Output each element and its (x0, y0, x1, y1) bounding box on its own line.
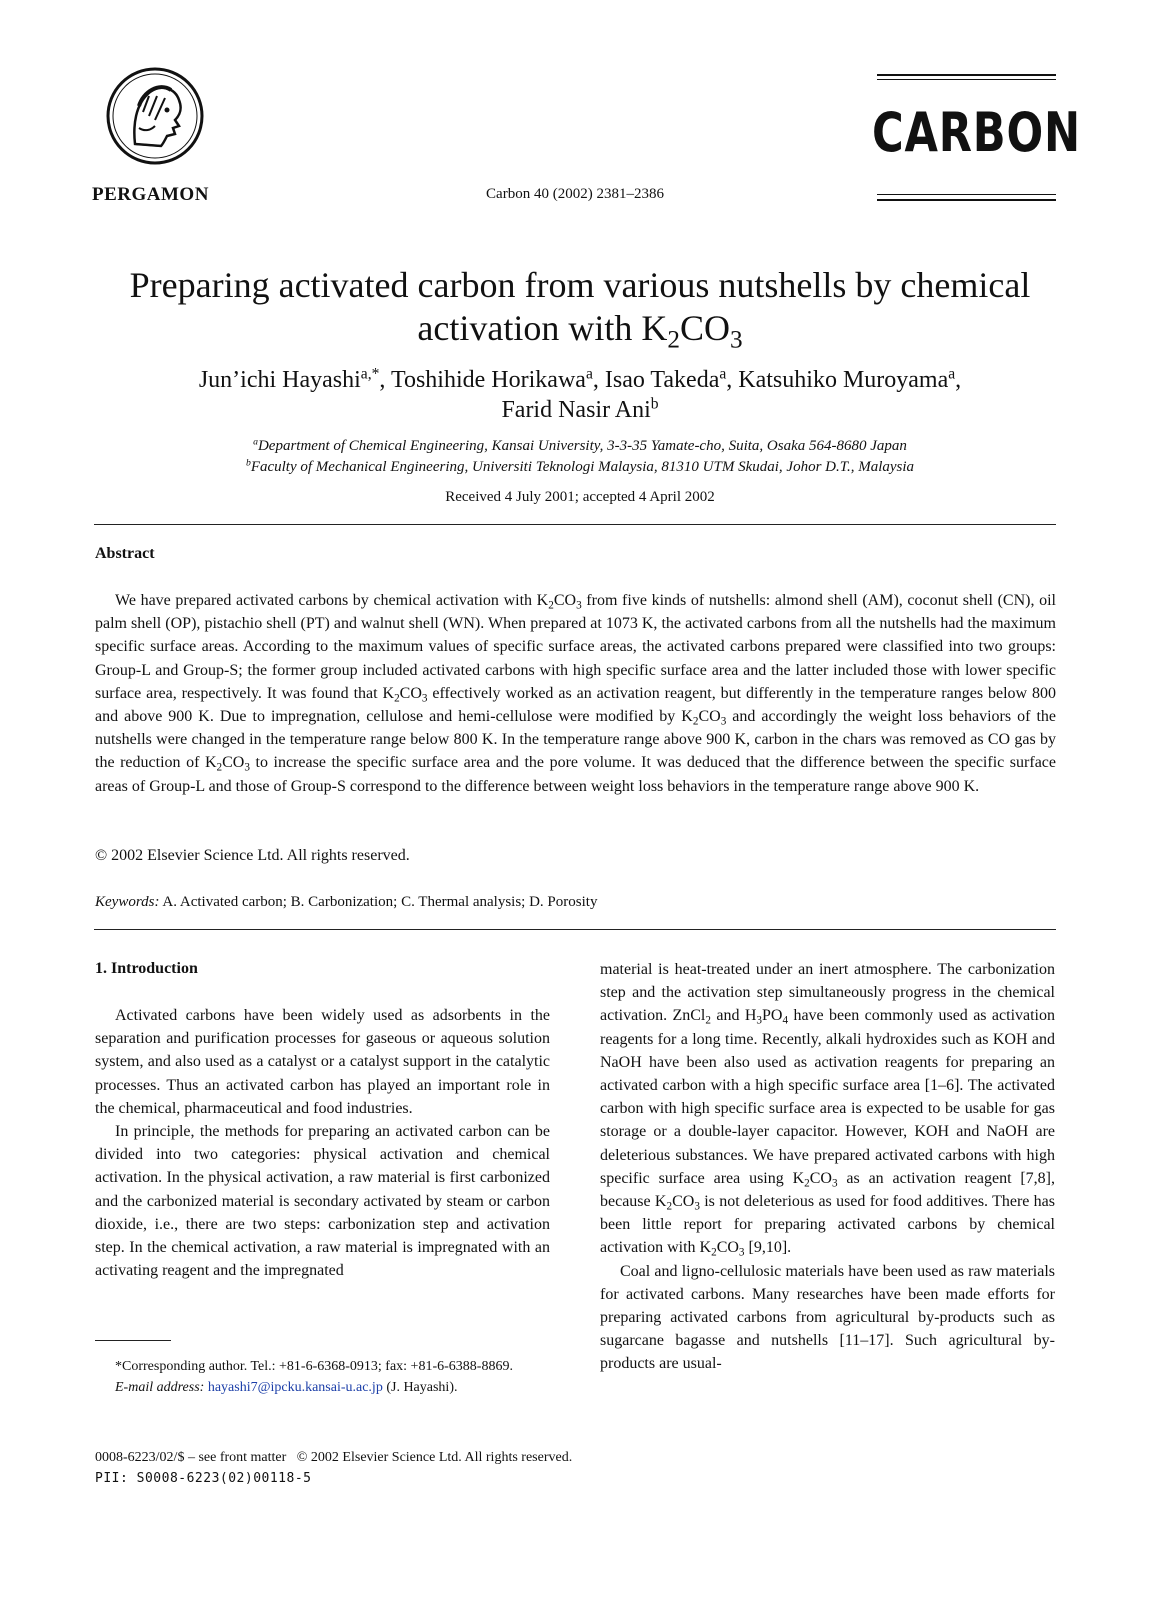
pii-line: PII: S0008-6223(02)00118-5 (95, 1471, 312, 1486)
journal-citation: Carbon 40 (2002) 2381–2386 (486, 186, 664, 202)
corresponding-author: *Corresponding author. Tel.: +81-6-6368-0913; fax: +81-6-6388-8869. (115, 1359, 513, 1374)
paragraph: Coal and ligno-cellulosic materials have been used as raw materials for activated carbons. Many researches have been made efforts for preparing activated carbons from agricultural by-products such as sugarcane bagasse and nutshells [11–17]. Such agricultural by-products are usual- (600, 1262, 1055, 1373)
affiliation-b: $^b$Faculty of Mechanical Engineering, Universiti Teknologi Malaysia, 81310 UTM Skudai, Johor D.T., Malaysia (245, 457, 915, 475)
received-dates: Received 4 July 2001; accepted 4 April 2002 (445, 489, 715, 505)
footnote-rule (95, 1340, 171, 1341)
divider (94, 929, 1056, 930)
divider (94, 524, 1056, 525)
pergamon-logo-icon (105, 66, 205, 166)
journal-name: CARBON (872, 101, 1082, 164)
journal-rule-top-thin (877, 79, 1056, 80)
author-name: Isao Takeda (604, 367, 720, 393)
email-label: E-mail address: (115, 1380, 205, 1395)
footnote: *Corresponding author. Tel.: +81-6-6368-0913; fax: +81-6-6388-8869. E-mail address: hayashi7@ipcku.kansai-u.ac.jp (J. Hayashi). (95, 1356, 550, 1398)
section-heading: 1. Introduction (95, 960, 198, 977)
paragraph: Activated carbons have been widely used as adsorbents in the separation and purification processes for gaseous or aqueous solution system, and also used as a catalyst or a catalyst support in the catalytic processes. Thus an activated carbon has played an important role in the chemical, pharmaceutical and food industries. (95, 1007, 550, 1117)
author-name: Jun’ichi Hayashi (198, 367, 361, 393)
body-column-left (95, 1004, 550, 1282)
keywords: Keywords: A. Activated carbon; B. Carbonization; C. Thermal analysis; D. Porosity (95, 894, 598, 910)
abstract-text: We have prepared activated carbons by chemical activation with $K_2CO_3$ from five kinds of nutshells: almond shell (AM), coconut shell (CN), oil palm shell (OP), pistachio shell (PT) and walnut shell (WN). When prepared at 1073 K, the activated carbons from all the nutshells had the maximum specific surface areas. According to the maximum values of specific surface areas, the activated carbons prepared were classified into two groups: Group-L and Group-S; the former group included activated carbons with high specific surface area and the latter included those with lower specific surface area, respectively. It was found that $K_2CO_3$ effectively worked as an activation reagent, but differently in the temperature ranges below 800 and above 900 K. Due to impregnation, cellulose and hemi-cellulose were modified by $K_2CO_3$ and accordingly the weight loss behaviors of the nutshells were changed in the temperature range below 800 K. In the temperature range above 900 K, carbon in the chars was removed as CO gas by the reduction of $K_2CO_3$ to increase the specific surface area and the pore volume. It was deduced that the difference between the specific surface areas of Group-L and those of Group-S correspond to the difference between weight loss behaviors in the temperature range above 900 K. (95, 592, 1056, 795)
author-name: Toshihide Horikawa (390, 367, 586, 393)
publisher-name: PERGAMON (92, 184, 209, 205)
journal-rule-top (877, 74, 1056, 76)
email-link[interactable]: hayashi7@ipcku.kansai-u.ac.jp (207, 1380, 383, 1395)
author-list: Jun’ichi Hayashi$^{a,*}$, Toshihide Horikawa$^a$, Isao Takeda$^a$, Katsuhiko Muroyama$^a$, Farid Nasir Ani$^b$ (198, 365, 962, 423)
journal-rule-bottom (877, 199, 1056, 201)
abstract-heading: Abstract (95, 545, 155, 562)
article-title: Preparing activated carbon from various nutshells by chemical activation with $K_2CO_3$ (129, 265, 1031, 354)
issn-line: 0008-6223/02/$ – see front matter © 2002 Elsevier Science Ltd. All rights reserved. (95, 1450, 573, 1465)
paragraph: material is heat-treated under an inert atmosphere. The carbonization step and the activation step simultaneously progress in the chemical activation. ZnCl$_2$ and $H_3PO_4$ have been commonly used as activation reagents for a long time. Recently, alkali hydroxides such as KOH and NaOH have been also used as activation reagents for preparing an activated carbon with a high specific surface area [1–6]. The activated carbon with high specific surface area is expected to be usable for gas storage or a double-layer capacitor. However, KOH and NaOH are deleterious substances. We have prepared activated carbons with high specific surface area using $K_2CO_3$ as an activation reagent [7,8], because $K_2CO_3$ is not deleterious as used for food additives. There has been little report for preparing activated carbons by chemical activation with $K_2CO_3$ [9,10]. (600, 961, 1056, 1259)
body-column-right (600, 958, 1055, 1376)
journal-rule-bottom-thin (877, 194, 1056, 195)
copyright-notice: © 2002 Elsevier Science Ltd. All rights reserved. (95, 847, 410, 864)
page-footer (95, 1447, 572, 1489)
author-name: Farid Nasir Ani (501, 397, 651, 423)
affiliation-a: $^a$Department of Chemical Engineering, Kansai University, 3-3-35 Yamate-cho, Suita, Osaka 564-8680 Japan (253, 436, 907, 454)
author-name: Katsuhiko Muroyama (738, 367, 949, 393)
paragraph: In principle, the methods for preparing an activated carbon can be divided into two categories: physical activation and chemical activation. In the physical activation, a raw material is first carbonized and the carbonized material is secondary activated by steam or carbon dioxide, i.e., there are two steps: carbonization step and activation step. In the chemical activation, a raw material is impregnated with an activating reagent and the impregnated (95, 1123, 550, 1280)
